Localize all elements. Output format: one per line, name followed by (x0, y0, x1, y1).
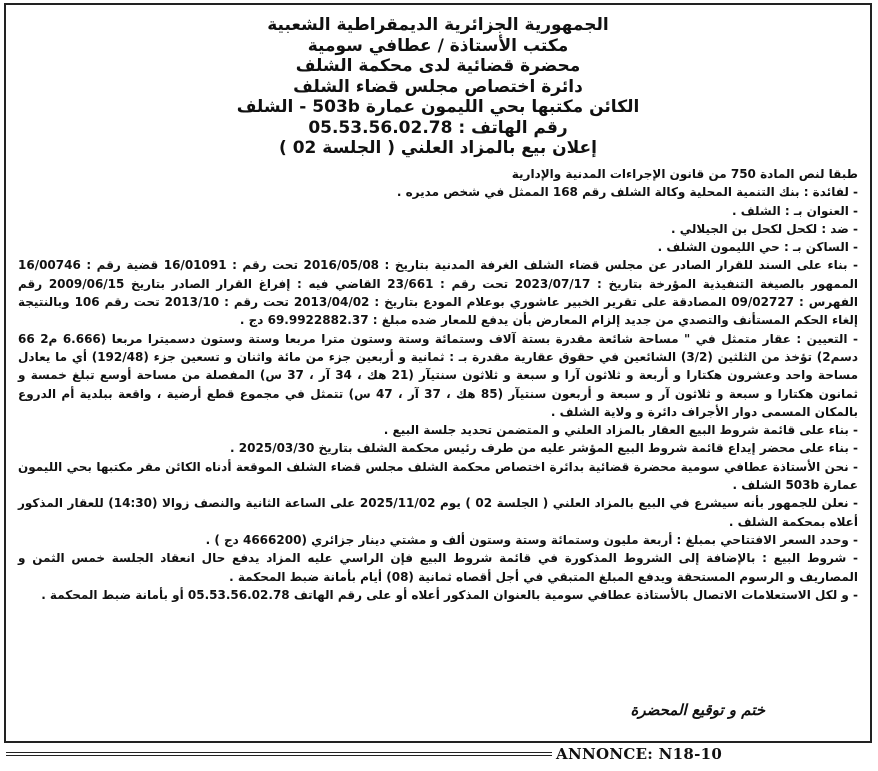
office-address: الكائن مكتبها بحي الليمون عمارة 503b - الشلف (236, 97, 640, 117)
defendant-address: - الساكن بـ : حي الليمون الشلف . (657, 240, 858, 255)
sale-terms: - شروط البيع : بالإضافة إلى الشروط المذكورة في قائمة شروط البيع فإن الراسي عليه المزاد يدفع حال انعقاد الجلسة خمس الثمن و المصاريف و الرسوم المستحقة ويدفع المبلغ المتبقي في أجل أقصاه ثمانية (08) أيام بأمانة ضبط المحكمة . (18, 551, 858, 584)
signature-line: ختم و توقيع المحضرة (630, 701, 765, 719)
beneficiary: - لفائدة : بنك التنمية المحلية وكالة الشلف رقم 168 الممثل في شخص مديره . (396, 185, 858, 200)
opening-price: - وحدد السعر الافتتاحي بمبلغ : أربعة مليون وستمائة وستة وستون ألف و مشتي دينار جزائري (4666200 دج ) . (205, 532, 858, 547)
auction-announcement: - نعلن للجمهور بأنه سيشرع في البيع بالمزاد العلني ( الجلسة 02 ) يوم 2025/11/02 على الساعة الثانية والنصف زوالا (14:30) للعقار المذكور أعلاه بمحكمة الشلف . (18, 496, 859, 529)
property-description: - التعيين : عقار متمثل في " مساحة شائعة مقدرة بستة آلاف وستمائة وستة وستون مترا مربعا وستة وستون دسميترا مربعا (6.666 م2 66 دسم2) تؤخذ من الثلثين (3/2) الشائعين في حقوق عقارية مقدرة بـ : ثمانية و أربعين جزء من مائة واثنان و تسعين جزء (192/48) أي ما يعادل مساحة واحد وعشرون هكتارا و أربعة و ثلاثون آرا و سبعة و ثلاثون سنتيآر (21 هك ، 34 آر ، 37 س) المفصلة من مساحة أوسع تبلغ خمسة و ثمانون هكتارا و سبعة و ثلاثون آر و سبعة و أربعون سنتيآر (85 هك ، 37 آر ، 47 س) تتمثل في مجموع قطع أرضية ، واقعة ببلدية أم الدروع بالمكان المسمى دوار الأجراف دائرة و ولاية الشلف . (18, 331, 859, 419)
bailiff-statement: - نحن الأستاذة عطافي سومية محضرة قضائية بدائرة اختصاص محكمة الشلف مجلس قضاء الشلف الموقعة أدناه الكائن مقر مكتبها بحي الليمون عمارة 503b الشلف . (18, 459, 858, 493)
deposit-record: - بناء على محضر إيداع قائمة شروط البيع المؤشر عليه من طرف رئيس محكمة الشلف بتاريخ 2025/03/30 . (230, 441, 858, 456)
legal-basis: طبقا لنص المادة 750 من قانون الإجراءات المدنية والإدارية (511, 167, 858, 181)
notice-frame (4, 3, 872, 743)
republic-title: الجمهورية الجزائرية الديمقراطية الشعبية (267, 15, 609, 35)
annonce-footer (0, 744, 878, 768)
defendant: - ضد : لكحل لكحل بن الجيلالي . (670, 221, 858, 236)
phone-number: رقم الهاتف : 05.53.56.02.78 (308, 117, 568, 138)
notice-header (116, 15, 760, 159)
annonce-number: ANNONCE: N18-10 (556, 745, 723, 763)
notice-body (18, 165, 858, 604)
jurisdiction: دائرة اختصاص مجلس قضاء الشلف (293, 76, 583, 97)
footer-rule (6, 752, 552, 756)
office-role: محضرة قضائية لدى محكمة الشلف (295, 56, 581, 76)
enforcement-title: - بناء على السند للقرار الصادر عن مجلس قضاء الشلف الغرفة المدنية بتاريخ : 2016/05/08 تحت رقم : 16/01091 قضية رقم : 16/00746 الممهور بالصيغة التنفيذية المؤرخة بتاريخ : 2023/07/17 تحت رقم : 23/661 القاضي فيه : إفراغ القرار الصادر بتاريخ 2009/06/15 رقم الفهرس : 09/02727 المصادقة على تقرير الخبير عاشوري بوعلام المودع بتاريخ : 2013/04/02 تحت رقم : 2013/10 تحت رقم 106 وبالنتيجة إلغاء الحكم المستأنف والتصدي من جديد إلزام المعارض بأن يدفع للمعار ضده مبلغ : 69.9922882.37 دج . (18, 258, 859, 328)
sale-conditions-list: - بناء على قائمة شروط البيع العقار بالمزاد العلني و المتضمن تحديد جلسة البيع . (383, 423, 858, 438)
notice-title: إعلان بيع بالمزاد العلني ( الجلسة 02 ) (278, 138, 598, 158)
beneficiary-address: - العنوان بـ : الشلف . (731, 203, 858, 218)
contact-info: - و لكل الاستعلامات الاتصال بالأستاذة عطافي سومية بالعنوان المذكور أعلاه أو على رقم الهاتف 05.53.56.02.78 أو بأمانة ضبط المحكمة . (41, 587, 858, 602)
office-name: مكتب الأستاذة / عطافي سومية (307, 35, 569, 56)
